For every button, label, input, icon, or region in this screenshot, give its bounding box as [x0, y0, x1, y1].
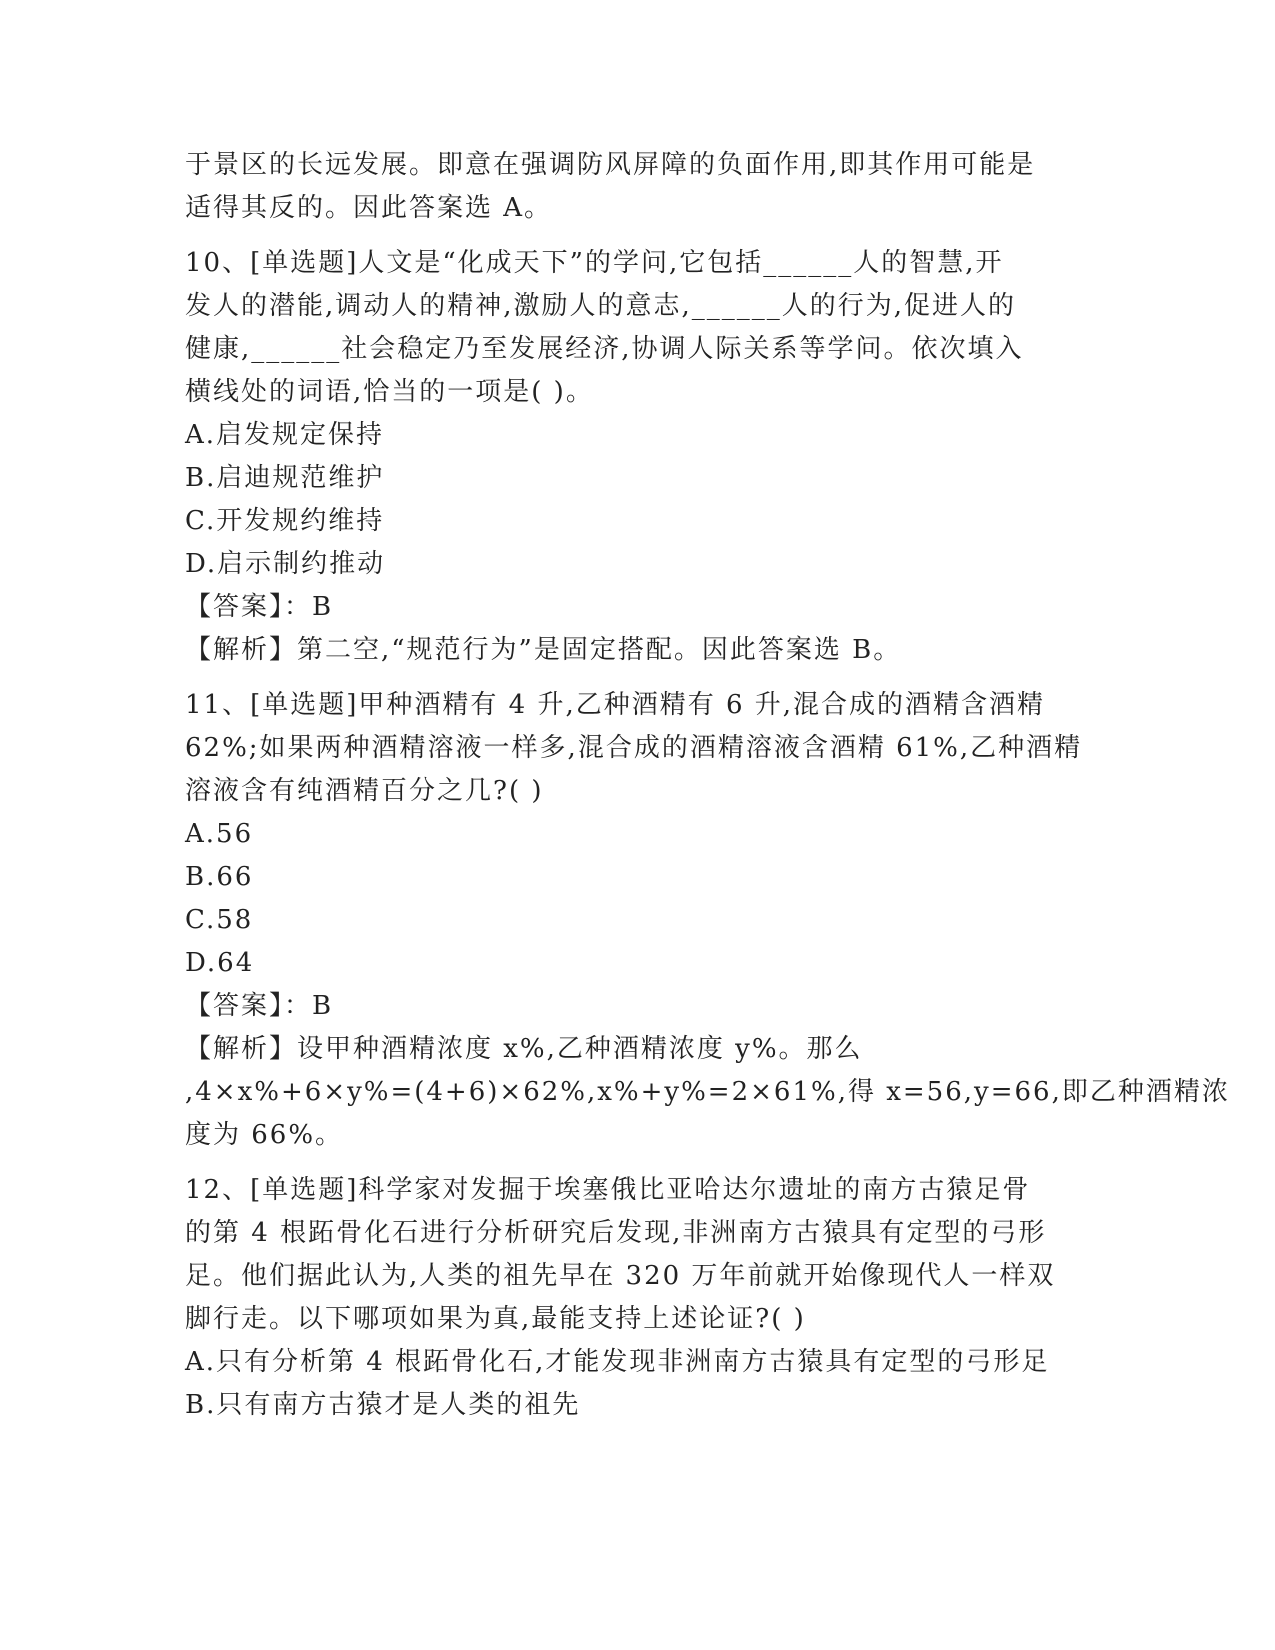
- page-content: [185, 144, 1230, 1427]
- option-c: C.58: [185, 905, 254, 935]
- question-11-answer: 【答案】：B: [185, 991, 334, 1021]
- question-11: [185, 684, 1230, 1157]
- option-b: B.启迪规范维护: [185, 463, 385, 493]
- analysis-line: ,4×x%+6×y%=(4+6)×62%,x%+y%=2×61%,得 x=56,y=66,即乙种酒精浓: [185, 1077, 1230, 1107]
- stem-line: 的第 4 根跖骨化石进行分析研究后发现,非洲南方古猿具有定型的弓形: [185, 1218, 1047, 1248]
- stem-line: 足。他们据此认为,人类的祖先早在 320 万年前就开始像现代人一样双: [185, 1261, 1056, 1291]
- question-12-options: [185, 1341, 1085, 1427]
- analysis-line: 【解析】设甲种酒精浓度 x%,乙种酒精浓度 y%。那么: [185, 1034, 863, 1064]
- question-10: [185, 242, 1085, 672]
- option-a: A.56: [185, 819, 254, 849]
- stem-line: 62%;如果两种酒精溶液一样多,混合成的酒精溶液含酒精 61%,乙种酒精: [185, 733, 1083, 763]
- stem-line: 健康,______社会稳定乃至发展经济,协调人际关系等学问。依次填入: [185, 334, 1024, 364]
- question-12-stem: [185, 1169, 1085, 1341]
- intro-paragraph: [185, 144, 1085, 230]
- analysis-line: 度为 66%。: [185, 1120, 344, 1150]
- stem-line: 横线处的词语,恰当的一项是( )。: [185, 377, 594, 407]
- question-12: [185, 1169, 1085, 1427]
- option-b: B.66: [185, 862, 254, 892]
- stem-line: 11、[单选题]甲种酒精有 4 升,乙种酒精有 6 升,混合成的酒精含酒精: [185, 690, 1046, 720]
- stem-line: 溶液含有纯酒精百分之几?( ): [185, 776, 544, 806]
- stem-line: 发人的潜能,调动人的精神,激励人的意志,______人的行为,促进人的: [185, 291, 1017, 321]
- option-d: D.启示制约推动: [185, 549, 386, 579]
- option-a: A.只有分析第 4 根跖骨化石,才能发现非洲南方古猿具有定型的弓形足: [185, 1347, 1050, 1377]
- option-b: B.只有南方古猿才是人类的祖先: [185, 1390, 581, 1420]
- option-d: D.64: [185, 948, 255, 978]
- question-11-options: [185, 813, 1085, 985]
- question-10-stem: [185, 242, 1085, 414]
- stem-line: 10、[单选题]人文是“化成天下”的学问,它包括______人的智慧,开: [185, 248, 1004, 278]
- question-11-stem: [185, 684, 1085, 813]
- intro-line: 适得其反的。因此答案选 A。: [185, 193, 553, 223]
- question-10-analysis: 【解析】第二空,“规范行为”是固定搭配。因此答案选 B。: [185, 635, 902, 665]
- intro-line: 于景区的长远发展。即意在强调防风屏障的负面作用,即其作用可能是: [185, 150, 1036, 180]
- option-a: A.启发规定保持: [185, 420, 385, 450]
- question-11-analysis: [185, 1028, 1230, 1157]
- question-10-options: [185, 414, 1085, 586]
- question-10-answer: 【答案】：B: [185, 592, 334, 622]
- stem-line: 12、[单选题]科学家对发掘于埃塞俄比亚哈达尔遗址的南方古猿足骨: [185, 1175, 1031, 1205]
- option-c: C.开发规约维持: [185, 506, 385, 536]
- stem-line: 脚行走。以下哪项如果为真,最能支持上述论证?( ): [185, 1304, 806, 1334]
